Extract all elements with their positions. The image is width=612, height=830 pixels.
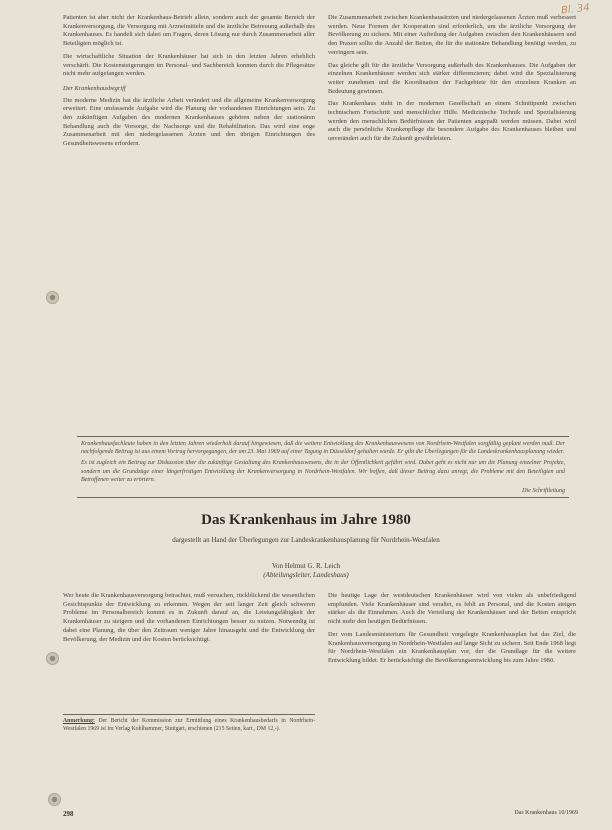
footnote-text: Der Bericht der Kommission zur Ermittlung eines Krankenhausbedarfs in Nordrhein-Westfalen 1969 ist im Verlag Kohlhammer, Stuttgart, erschienen (215 Seiten, kart., DM 12,-). (63, 718, 315, 732)
paragraph: Die moderne Medizin hat die ärztliche Arbeit verändert und die allgemeine Krankenversorgung erweitert. Eine umfassende Aufgabe wird die Planung der vorhandenen Einrichtungen sein. Zu den zukünftigen Aufgaben des modernen Krankenhauses gehören neben der stationären Behandlung auch die Vorsorge, die Nachsorge und die Rehabilitation. Das wird eine enge Zusammenarbeit mit den niedergelassenen Ärzten und den übrigen Einrichtungen des Gesundheitswesens erfordern. (63, 96, 315, 148)
top-right-column (328, 14, 576, 148)
top-left-column (63, 14, 315, 153)
punch-hole (46, 652, 59, 665)
paragraph: Wer heute die Krankenhausversorgung betrachtet, muß versuchen, rückblickend die wesentlichen Gesichtspunkte der Entwicklung zu erkennen. Wegen der seit langer Zeit gleich schweren Probleme im Personalbereich kommt es in Zukunft darauf an, die Leistungsfähigkeit der Krankenhäuser zu steigern und die vorhandenen Einrichtungen besser zu nutzen. Notwendig ist dabei eine Planung, die über den Zeitraum weniger Jahre hinausgeht und die Entwicklung der Bevölkerung, der Medizin und der Kosten berücksichtigt. (63, 592, 315, 643)
editor-note-paragraph: Krankenhausfachleute haben in den letzten Jahren wiederholt darauf hingewiesen, daß die weitere Entwicklung des Krankenhauswesens von Nordrhein-Westfalen sorgfältig geplant werden muß. Der nachfolgende Beitrag ist aus einem Vortrag hervorgegangen, der am 23. Mai 1969 auf einer Tagung in Düsseldorf gehalten wurde. Er gibt die Überlegungen für die Landeskrankenhausplanung wieder. (81, 441, 565, 456)
paragraph: Das Krankenhaus steht in der modernen Gesellschaft an einem Schnittpunkt zwischen technischem Fortschritt und menschlicher Hilfe. Medizinische Technik und Spezialisierung werden den menschlichen Bedürfnissen der Patienten angepaßt werden müssen. Dabei wird auch die persönliche Krankenpflege die besondere Aufgabe des Krankenhauses bleiben und unverändert auch für die Zukunft gewährleisten. (328, 100, 576, 143)
article-title: Das Krankenhaus im Jahre 1980 (201, 512, 411, 528)
section-heading: Der Krankenhausbegriff (63, 84, 126, 92)
author-name: Von Helmut G. R. Leich (271, 562, 341, 570)
paragraph: Die Zusammenarbeit zwischen Krankenhausärzten und niedergelassenen Ärzten muß verbessert werden. Neue Formen der Kooperation sind erforderlich, um die ärztliche Versorgung der Bevölkerung zu sichern. Mit einer Aufteilung der Aufgaben zwischen den Krankenhäusern und den Praxen sollte die Anzahl der Betten, die für die stationäre Behandlung benötigt werden, zu verringern sein. (328, 14, 576, 56)
paragraph: Die wirtschaftliche Situation der Krankenhäuser hat sich in den letzten Jahren erheblich verschärft. Die Kostensteigerungen im Personal- und Sachbereich konnten durch die Pflegesätze nicht mehr aufgefangen werden. (63, 52, 315, 78)
bottom-left-column (63, 592, 315, 648)
editor-signature: Die Schriftleitung (522, 488, 565, 495)
article-subtitle: dargestellt an Hand der Überlegungen zur Landeskrankenhausplanung für Nordrhein-Westfalen (172, 536, 440, 544)
handwritten-page-mark: Bl. 34 (560, 2, 591, 17)
editor-note-paragraph: Es ist zugleich ein Beitrag zur Diskussion über die zukünftige Gestaltung des Krankenhauswesens, die in der Öffentlichkeit geführt wird. Dabei geht es nicht nur um die Planung einzelner Projekte, sondern um die Grundzüge einer längerfristigen Entwicklung der Krankenversorgung in Nordrhein-Westfalen. Wir hoffen, daß dieser Beitrag dazu anregt, die Probleme mit den Beteiligten und Betroffenen weiter zu erörtern. (81, 460, 565, 483)
journal-footer: Das Krankenhaus 10/1969 (514, 810, 578, 816)
footnote-label: Anmerkung: (63, 718, 95, 724)
paragraph: Patienten ist aber nicht der Krankenhaus-Betrieb allein, sondern auch der gesamte Bereich der Krankenversorgung, die Versorgung mit Arzneimitteln und die ärztliche Betreuung außerhalb des Krankenhauses. Es handelt sich dabei um Fragen, deren Lösung nur durch Zusammenarbeit aller Beteiligten möglich ist. (63, 14, 315, 48)
bottom-right-column (328, 592, 576, 670)
punch-hole (46, 291, 59, 304)
editor-note-box (77, 436, 569, 498)
author-role: (Abteilungsleiter, Landeshaus) (263, 571, 349, 579)
punch-hole (48, 793, 61, 806)
footnote (63, 714, 315, 733)
article-author-block (0, 562, 612, 580)
paragraph: Der vom Landesministerium für Gesundheit vorgelegte Krankenhausplan hat das Ziel, die Krankenhausversorgung in Nordrhein-Westfalen auf lange Sicht zu sichern. Seit Ende 1968 liegt für Nordrhein-Westfalen ein Krankenhausplan vor, der die Grundlage für die weitere Entwicklung bildet. Er berücksichtigt die Bevölkerungsentwicklung bis zum Jahre 1980. (328, 630, 576, 664)
paragraph: Das gleiche gilt für die ärztliche Versorgung außerhalb des Krankenhauses. Die Aufgaben der einzelnen Krankenhäuser werden sich stärker differenzieren; dabei wird die Spezialisierung weiter zunehmen und die Koordination der Fachgebiete für den einzelnen Kranken an Bedeutung gewinnen. (328, 61, 576, 95)
paragraph: Die heutige Lage der westdeutschen Krankenhäuser wird von vielen als unbefriedigend empfunden. Viele Krankenhäuser sind veraltet, es fehlt an Personal, und die Kosten steigen stärker als die Einnahmen. Auch die Verteilung der Krankenhäuser und der Betten entspricht nicht mehr den heutigen Bedürfnissen. (328, 592, 576, 626)
page-number: 298 (63, 810, 74, 818)
